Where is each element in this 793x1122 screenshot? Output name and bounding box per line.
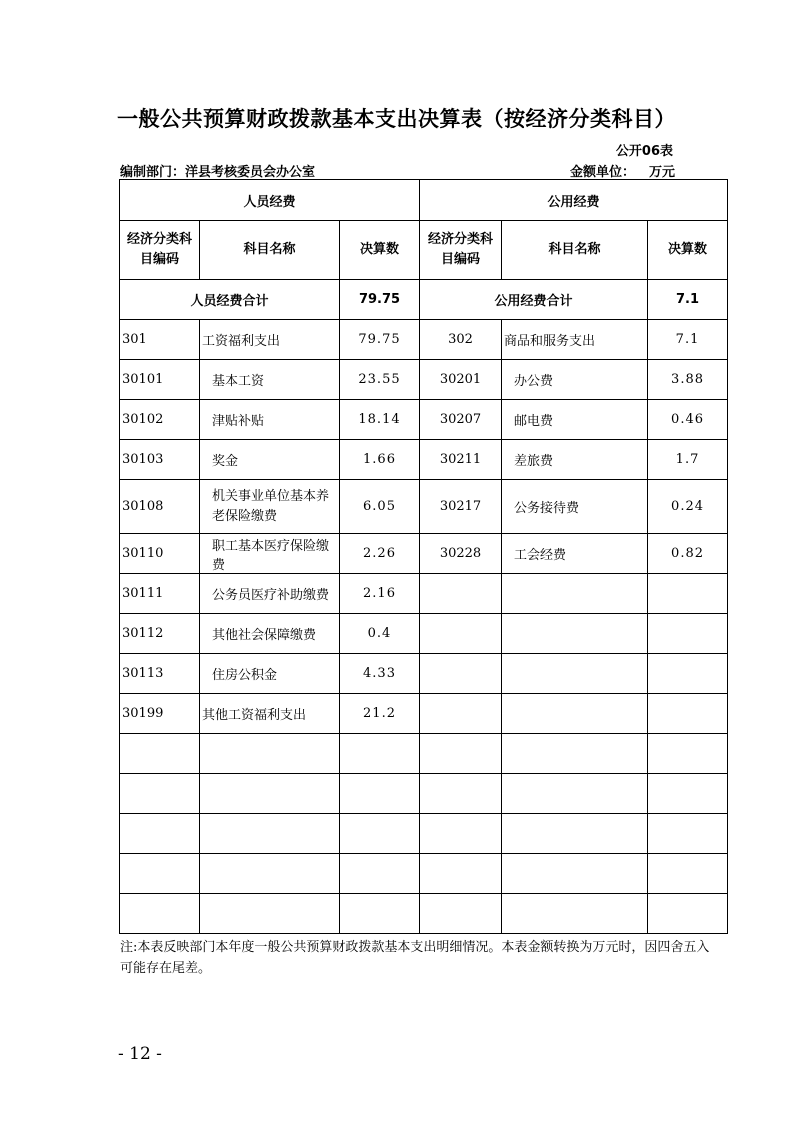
cell-name: 公务员医疗补助缴费	[200, 574, 340, 614]
public-total-value: 7.1	[648, 280, 728, 320]
cell-amount: 23.55	[340, 360, 420, 400]
column-header-row	[120, 221, 728, 280]
empty-cell	[648, 894, 728, 934]
empty-cell	[502, 894, 648, 934]
table-row	[120, 694, 728, 734]
col-code-header: 经济分类科目编码	[120, 221, 200, 280]
empty-row	[120, 814, 728, 854]
empty-cell	[120, 854, 200, 894]
cell-amount: 2.26	[340, 534, 420, 574]
cell-name: 商品和服务支出	[502, 320, 648, 360]
col-amount-header: 决算数	[340, 221, 420, 280]
cell-amount: 18.14	[340, 400, 420, 440]
cell-code: 30110	[120, 534, 200, 574]
empty-cell	[420, 814, 502, 854]
col-name-header: 科目名称	[502, 221, 648, 280]
document-title: 一般公共预算财政拨款基本支出决算表（按经济分类科目）	[117, 107, 676, 131]
compiling-department: 编制部门：洋县考核委员会办公室	[120, 165, 316, 180]
empty-cell	[340, 854, 420, 894]
cell-code: 30199	[120, 694, 200, 734]
empty-row	[120, 774, 728, 814]
cell-code: 30112	[120, 614, 200, 654]
empty-cell	[200, 774, 340, 814]
cell-amount: 4.33	[340, 654, 420, 694]
col-code-header: 经济分类科目编码	[420, 221, 502, 280]
cell-amount	[648, 694, 728, 734]
empty-cell	[648, 814, 728, 854]
empty-cell	[420, 774, 502, 814]
cell-name: 其他社会保障缴费	[200, 614, 340, 654]
empty-cell	[340, 814, 420, 854]
form-number: 公开06表	[615, 144, 673, 159]
cell-code	[420, 574, 502, 614]
empty-cell	[120, 894, 200, 934]
cell-name: 工资福利支出	[200, 320, 340, 360]
empty-row	[120, 854, 728, 894]
cell-name	[502, 614, 648, 654]
cell-name	[502, 654, 648, 694]
cell-code: 30207	[420, 400, 502, 440]
cell-code: 30211	[420, 440, 502, 480]
empty-row	[120, 894, 728, 934]
cell-amount: 2.16	[340, 574, 420, 614]
table-row	[120, 654, 728, 694]
empty-cell	[420, 734, 502, 774]
cell-amount: 0.4	[340, 614, 420, 654]
cell-name: 公务接待费	[502, 480, 648, 534]
personnel-header: 人员经费	[120, 180, 420, 221]
empty-cell	[648, 774, 728, 814]
cell-name: 差旅费	[502, 440, 648, 480]
empty-cell	[502, 774, 648, 814]
empty-cell	[502, 734, 648, 774]
amount-unit-value: 万元	[649, 165, 676, 180]
cell-name: 奖金	[200, 440, 340, 480]
cell-code: 30228	[420, 534, 502, 574]
table-row	[120, 574, 728, 614]
cell-amount	[648, 574, 728, 614]
cell-name: 工会经费	[502, 534, 648, 574]
cell-amount: 1.66	[340, 440, 420, 480]
cell-name: 住房公积金	[200, 654, 340, 694]
cell-name: 基本工资	[200, 360, 340, 400]
group-header-row	[120, 180, 728, 221]
table-row	[120, 534, 728, 574]
empty-cell	[120, 814, 200, 854]
personnel-total-value: 79.75	[340, 280, 420, 320]
cell-amount: 0.82	[648, 534, 728, 574]
cell-code: 30102	[120, 400, 200, 440]
cell-code	[420, 694, 502, 734]
table-row	[120, 400, 728, 440]
page-number: - 12 -	[118, 1044, 162, 1064]
cell-code: 30101	[120, 360, 200, 400]
cell-code: 301	[120, 320, 200, 360]
cell-code: 30111	[120, 574, 200, 614]
cell-amount: 21.2	[340, 694, 420, 734]
empty-cell	[648, 854, 728, 894]
cell-amount: 1.7	[648, 440, 728, 480]
cell-amount	[648, 654, 728, 694]
cell-name	[502, 574, 648, 614]
cell-amount: 79.75	[340, 320, 420, 360]
cell-amount	[648, 614, 728, 654]
public-header: 公用经费	[420, 180, 728, 221]
cell-code	[420, 614, 502, 654]
empty-cell	[200, 854, 340, 894]
cell-code: 30103	[120, 440, 200, 480]
table-row	[120, 320, 728, 360]
cell-amount: 7.1	[648, 320, 728, 360]
cell-name: 邮电费	[502, 400, 648, 440]
cell-amount: 6.05	[340, 480, 420, 534]
empty-cell	[502, 854, 648, 894]
empty-cell	[200, 734, 340, 774]
cell-code: 302	[420, 320, 502, 360]
empty-cell	[502, 814, 648, 854]
cell-name: 津贴补贴	[200, 400, 340, 440]
empty-cell	[200, 814, 340, 854]
empty-cell	[648, 734, 728, 774]
cell-code	[420, 654, 502, 694]
table-row	[120, 480, 728, 534]
public-total-label: 公用经费合计	[420, 280, 648, 320]
table-row	[120, 614, 728, 654]
empty-cell	[340, 774, 420, 814]
empty-cell	[420, 854, 502, 894]
table-row	[120, 360, 728, 400]
col-amount-header: 决算数	[648, 221, 728, 280]
amount-unit-label: 金额单位：	[570, 165, 636, 180]
cell-code: 30201	[420, 360, 502, 400]
cell-code: 30113	[120, 654, 200, 694]
cell-name: 其他工资福利支出	[200, 694, 340, 734]
footnote: 注:本表反映部门本年度一般公共预算财政拨款基本支出明细情况。本表金额转换为万元时，因四舍五入可能存在尾差。	[120, 940, 710, 976]
empty-cell	[120, 774, 200, 814]
table-row	[120, 440, 728, 480]
amount-unit	[570, 161, 675, 180]
cell-name: 机关事业单位基本养老保险缴费	[200, 480, 340, 534]
empty-row	[120, 734, 728, 774]
empty-cell	[340, 894, 420, 934]
expenditure-table	[119, 179, 728, 934]
personnel-total-label: 人员经费合计	[120, 280, 340, 320]
empty-cell	[120, 734, 200, 774]
cell-name: 职工基本医疗保险缴费	[200, 534, 340, 574]
cell-amount: 0.24	[648, 480, 728, 534]
empty-cell	[420, 894, 502, 934]
cell-amount: 0.46	[648, 400, 728, 440]
empty-cell	[200, 894, 340, 934]
cell-code: 30217	[420, 480, 502, 534]
totals-row	[120, 280, 728, 320]
cell-amount: 3.88	[648, 360, 728, 400]
empty-cell	[340, 734, 420, 774]
cell-code: 30108	[120, 480, 200, 534]
col-name-header: 科目名称	[200, 221, 340, 280]
cell-name: 办公费	[502, 360, 648, 400]
cell-name	[502, 694, 648, 734]
